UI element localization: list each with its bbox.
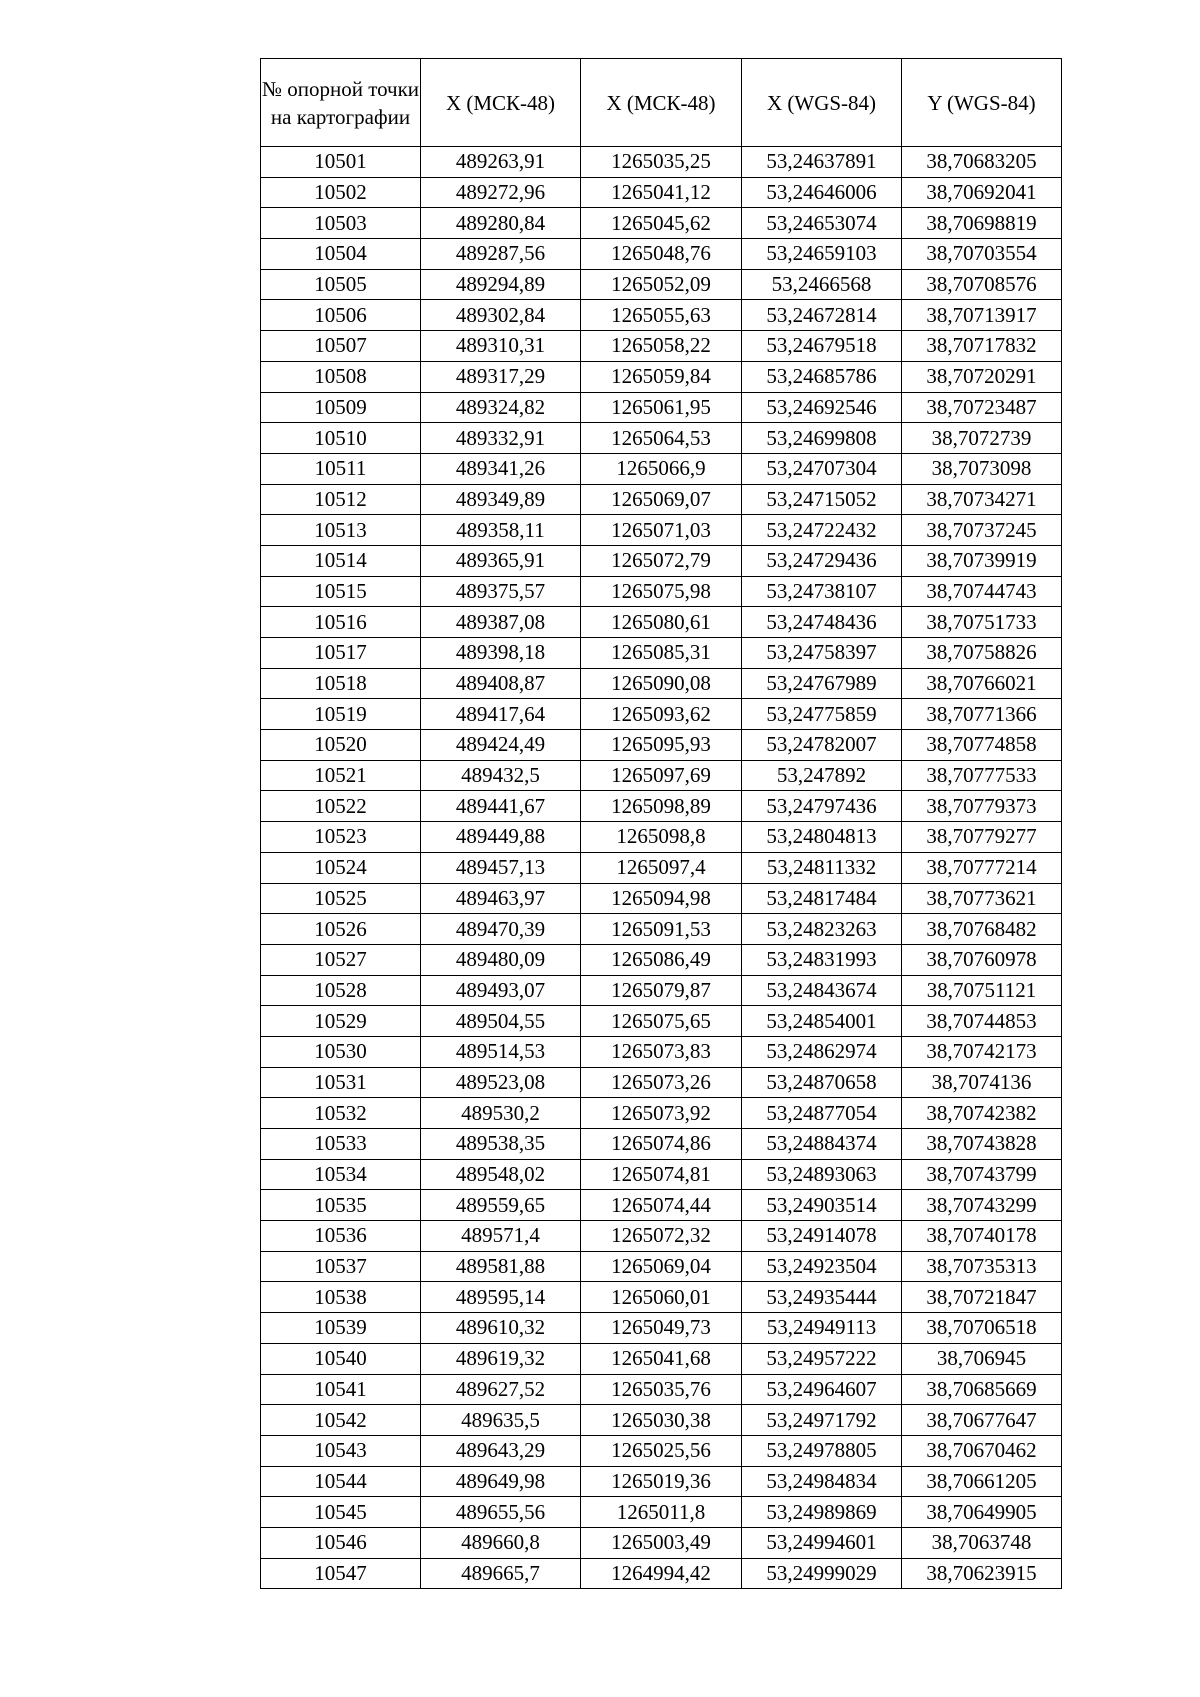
cell-x-wgs84: 53,24884374 [742, 1129, 902, 1160]
table-row [261, 975, 1062, 1006]
table-row [261, 1558, 1062, 1589]
cell-x-wgs84: 53,24782007 [742, 730, 902, 761]
cell-x-msk48-second: 1265091,53 [581, 914, 742, 945]
cell-x-wgs84: 53,24758397 [742, 638, 902, 669]
table-row [261, 177, 1062, 208]
table-body [261, 147, 1062, 1589]
cell-x-msk48-second: 1265066,9 [581, 453, 742, 484]
cell-point-number: 10546 [261, 1527, 421, 1558]
cell-x-wgs84: 53,24964607 [742, 1374, 902, 1405]
cell-point-number: 10505 [261, 269, 421, 300]
cell-x-wgs84: 53,24817484 [742, 883, 902, 914]
cell-x-msk48-second: 1265061,95 [581, 392, 742, 423]
cell-x-msk48: 489341,26 [421, 453, 581, 484]
table-row [261, 1190, 1062, 1221]
cell-x-msk48: 489317,29 [421, 361, 581, 392]
cell-point-number: 10537 [261, 1251, 421, 1282]
cell-x-msk48-second: 1265073,26 [581, 1067, 742, 1098]
table-row [261, 822, 1062, 853]
cell-x-msk48: 489332,91 [421, 423, 581, 454]
cell-y-wgs84: 38,70743828 [902, 1129, 1062, 1160]
cell-y-wgs84: 38,70743799 [902, 1159, 1062, 1190]
cell-x-msk48-second: 1265060,01 [581, 1282, 742, 1313]
cell-x-msk48: 489610,32 [421, 1313, 581, 1344]
cell-point-number: 10521 [261, 760, 421, 791]
cell-x-msk48: 489649,98 [421, 1466, 581, 1497]
cell-x-msk48: 489643,29 [421, 1435, 581, 1466]
cell-x-msk48: 489538,35 [421, 1129, 581, 1160]
table-row [261, 1527, 1062, 1558]
header-x-wgs84: X (WGS-84) [742, 59, 902, 147]
cell-x-wgs84: 53,24748436 [742, 607, 902, 638]
cell-x-msk48-second: 1265094,98 [581, 883, 742, 914]
cell-point-number: 10530 [261, 1036, 421, 1067]
table-row [261, 852, 1062, 883]
cell-y-wgs84: 38,70734271 [902, 484, 1062, 515]
cell-point-number: 10535 [261, 1190, 421, 1221]
cell-x-msk48-second: 1265098,89 [581, 791, 742, 822]
cell-x-msk48: 489514,53 [421, 1036, 581, 1067]
table-row [261, 944, 1062, 975]
table-header [261, 59, 1062, 147]
cell-point-number: 10525 [261, 883, 421, 914]
cell-x-msk48-second: 1265019,36 [581, 1466, 742, 1497]
cell-x-msk48: 489287,56 [421, 239, 581, 270]
cell-y-wgs84: 38,70698819 [902, 208, 1062, 239]
cell-x-wgs84: 53,24637891 [742, 147, 902, 178]
cell-y-wgs84: 38,70740178 [902, 1221, 1062, 1252]
cell-point-number: 10543 [261, 1435, 421, 1466]
table-row [261, 392, 1062, 423]
table-row [261, 1313, 1062, 1344]
cell-point-number: 10515 [261, 576, 421, 607]
cell-point-number: 10532 [261, 1098, 421, 1129]
cell-y-wgs84: 38,7073098 [902, 453, 1062, 484]
header-row [261, 59, 1062, 147]
cell-x-msk48: 489294,89 [421, 269, 581, 300]
cell-y-wgs84: 38,70744853 [902, 1006, 1062, 1037]
table-row [261, 1405, 1062, 1436]
cell-x-msk48: 489263,91 [421, 147, 581, 178]
cell-x-wgs84: 53,24646006 [742, 177, 902, 208]
cell-x-wgs84: 53,24989869 [742, 1497, 902, 1528]
cell-point-number: 10513 [261, 515, 421, 546]
cell-y-wgs84: 38,7072739 [902, 423, 1062, 454]
cell-x-msk48: 489504,55 [421, 1006, 581, 1037]
cell-x-msk48: 489480,09 [421, 944, 581, 975]
table-row [261, 668, 1062, 699]
cell-point-number: 10526 [261, 914, 421, 945]
cell-point-number: 10527 [261, 944, 421, 975]
cell-x-wgs84: 53,24823263 [742, 914, 902, 945]
cell-x-msk48-second: 1265093,62 [581, 699, 742, 730]
cell-y-wgs84: 38,7074136 [902, 1067, 1062, 1098]
header-point-number: № опорной точки на картографии [261, 59, 421, 147]
table-row [261, 760, 1062, 791]
cell-point-number: 10501 [261, 147, 421, 178]
cell-point-number: 10509 [261, 392, 421, 423]
cell-y-wgs84: 38,70774858 [902, 730, 1062, 761]
cell-point-number: 10539 [261, 1313, 421, 1344]
table-row [261, 883, 1062, 914]
cell-x-wgs84: 53,24775859 [742, 699, 902, 730]
table-row [261, 1067, 1062, 1098]
cell-x-wgs84: 53,24715052 [742, 484, 902, 515]
cell-x-msk48-second: 1265049,73 [581, 1313, 742, 1344]
cell-x-msk48-second: 1265025,56 [581, 1435, 742, 1466]
table-row [261, 300, 1062, 331]
cell-y-wgs84: 38,70717832 [902, 331, 1062, 362]
cell-point-number: 10545 [261, 1497, 421, 1528]
cell-y-wgs84: 38,70777214 [902, 852, 1062, 883]
table-row [261, 576, 1062, 607]
cell-y-wgs84: 38,7063748 [902, 1527, 1062, 1558]
cell-x-msk48-second: 1265041,12 [581, 177, 742, 208]
cell-point-number: 10536 [261, 1221, 421, 1252]
cell-x-wgs84: 53,24893063 [742, 1159, 902, 1190]
cell-x-wgs84: 53,24862974 [742, 1036, 902, 1067]
table-row [261, 914, 1062, 945]
cell-x-msk48-second: 1265045,62 [581, 208, 742, 239]
cell-y-wgs84: 38,70751733 [902, 607, 1062, 638]
cell-x-msk48-second: 1265011,8 [581, 1497, 742, 1528]
cell-x-msk48: 489530,2 [421, 1098, 581, 1129]
cell-x-wgs84: 53,24999029 [742, 1558, 902, 1589]
table-row [261, 484, 1062, 515]
cell-x-msk48-second: 1265035,25 [581, 147, 742, 178]
cell-x-msk48: 489375,57 [421, 576, 581, 607]
cell-x-msk48: 489655,56 [421, 1497, 581, 1528]
table-row [261, 1098, 1062, 1129]
cell-x-wgs84: 53,2466568 [742, 269, 902, 300]
cell-x-wgs84: 53,24923504 [742, 1251, 902, 1282]
cell-x-wgs84: 53,24971792 [742, 1405, 902, 1436]
cell-x-msk48: 489548,02 [421, 1159, 581, 1190]
header-y-wgs84: Y (WGS-84) [902, 59, 1062, 147]
cell-y-wgs84: 38,70723487 [902, 392, 1062, 423]
cell-y-wgs84: 38,70721847 [902, 1282, 1062, 1313]
table-row [261, 361, 1062, 392]
cell-point-number: 10510 [261, 423, 421, 454]
cell-x-msk48: 489387,08 [421, 607, 581, 638]
cell-x-msk48: 489493,07 [421, 975, 581, 1006]
table-row [261, 1497, 1062, 1528]
cell-x-msk48: 489432,5 [421, 760, 581, 791]
cell-y-wgs84: 38,70692041 [902, 177, 1062, 208]
cell-point-number: 10531 [261, 1067, 421, 1098]
cell-y-wgs84: 38,70751121 [902, 975, 1062, 1006]
cell-y-wgs84: 38,70683205 [902, 147, 1062, 178]
table-row [261, 1282, 1062, 1313]
cell-y-wgs84: 38,70720291 [902, 361, 1062, 392]
cell-x-msk48-second: 1265064,53 [581, 423, 742, 454]
cell-x-msk48-second: 1265074,81 [581, 1159, 742, 1190]
cell-x-wgs84: 53,24984834 [742, 1466, 902, 1497]
cell-y-wgs84: 38,70685669 [902, 1374, 1062, 1405]
cell-x-msk48-second: 1265073,92 [581, 1098, 742, 1129]
cell-x-wgs84: 53,24957222 [742, 1343, 902, 1374]
cell-x-wgs84: 53,24935444 [742, 1282, 902, 1313]
cell-x-msk48: 489470,39 [421, 914, 581, 945]
cell-point-number: 10538 [261, 1282, 421, 1313]
cell-x-msk48: 489619,32 [421, 1343, 581, 1374]
cell-x-wgs84: 53,24854001 [742, 1006, 902, 1037]
cell-x-msk48: 489408,87 [421, 668, 581, 699]
cell-x-msk48: 489457,13 [421, 852, 581, 883]
cell-point-number: 10508 [261, 361, 421, 392]
cell-point-number: 10528 [261, 975, 421, 1006]
table-row [261, 147, 1062, 178]
cell-y-wgs84: 38,70743299 [902, 1190, 1062, 1221]
cell-x-msk48: 489595,14 [421, 1282, 581, 1313]
cell-point-number: 10544 [261, 1466, 421, 1497]
table-row [261, 239, 1062, 270]
cell-x-wgs84: 53,24843674 [742, 975, 902, 1006]
cell-x-msk48: 489424,49 [421, 730, 581, 761]
cell-point-number: 10520 [261, 730, 421, 761]
cell-point-number: 10517 [261, 638, 421, 669]
cell-x-msk48: 489635,5 [421, 1405, 581, 1436]
cell-point-number: 10540 [261, 1343, 421, 1374]
cell-x-msk48-second: 1265071,03 [581, 515, 742, 546]
cell-y-wgs84: 38,706945 [902, 1343, 1062, 1374]
cell-x-wgs84: 53,24978805 [742, 1435, 902, 1466]
cell-y-wgs84: 38,70737245 [902, 515, 1062, 546]
cell-x-wgs84: 53,24994601 [742, 1527, 902, 1558]
cell-x-msk48-second: 1265048,76 [581, 239, 742, 270]
table-row [261, 607, 1062, 638]
cell-y-wgs84: 38,70677647 [902, 1405, 1062, 1436]
cell-x-wgs84: 53,24811332 [742, 852, 902, 883]
cell-point-number: 10541 [261, 1374, 421, 1405]
cell-point-number: 10506 [261, 300, 421, 331]
cell-x-msk48-second: 1265075,98 [581, 576, 742, 607]
cell-x-msk48: 489302,84 [421, 300, 581, 331]
cell-x-msk48-second: 1264994,42 [581, 1558, 742, 1589]
cell-point-number: 10503 [261, 208, 421, 239]
cell-x-msk48-second: 1265086,49 [581, 944, 742, 975]
table-row [261, 638, 1062, 669]
cell-x-msk48: 489581,88 [421, 1251, 581, 1282]
table-row [261, 331, 1062, 362]
table-row [261, 1343, 1062, 1374]
cell-y-wgs84: 38,70670462 [902, 1435, 1062, 1466]
cell-point-number: 10516 [261, 607, 421, 638]
cell-x-msk48-second: 1265072,79 [581, 545, 742, 576]
cell-y-wgs84: 38,70706518 [902, 1313, 1062, 1344]
cell-x-wgs84: 53,24672814 [742, 300, 902, 331]
cell-y-wgs84: 38,70735313 [902, 1251, 1062, 1282]
cell-point-number: 10514 [261, 545, 421, 576]
table-row [261, 545, 1062, 576]
cell-x-wgs84: 53,24659103 [742, 239, 902, 270]
cell-point-number: 10529 [261, 1006, 421, 1037]
cell-x-msk48: 489358,11 [421, 515, 581, 546]
cell-x-wgs84: 53,24797436 [742, 791, 902, 822]
cell-x-msk48-second: 1265079,87 [581, 975, 742, 1006]
cell-y-wgs84: 38,70779277 [902, 822, 1062, 853]
cell-x-wgs84: 53,24877054 [742, 1098, 902, 1129]
coordinates-table [260, 58, 1062, 1589]
cell-point-number: 10502 [261, 177, 421, 208]
cell-point-number: 10511 [261, 453, 421, 484]
table-row [261, 1006, 1062, 1037]
cell-y-wgs84: 38,70713917 [902, 300, 1062, 331]
cell-x-wgs84: 53,24729436 [742, 545, 902, 576]
cell-point-number: 10512 [261, 484, 421, 515]
cell-y-wgs84: 38,70758826 [902, 638, 1062, 669]
table-row [261, 699, 1062, 730]
cell-x-msk48: 489417,64 [421, 699, 581, 730]
cell-x-wgs84: 53,24692546 [742, 392, 902, 423]
cell-x-wgs84: 53,24685786 [742, 361, 902, 392]
cell-x-wgs84: 53,24722432 [742, 515, 902, 546]
cell-x-wgs84: 53,24831993 [742, 944, 902, 975]
cell-y-wgs84: 38,70760978 [902, 944, 1062, 975]
cell-x-msk48-second: 1265059,84 [581, 361, 742, 392]
cell-point-number: 10522 [261, 791, 421, 822]
cell-x-wgs84: 53,24679518 [742, 331, 902, 362]
table-row [261, 1221, 1062, 1252]
cell-y-wgs84: 38,70742173 [902, 1036, 1062, 1067]
table-row [261, 1374, 1062, 1405]
cell-x-msk48: 489463,97 [421, 883, 581, 914]
table-row [261, 1159, 1062, 1190]
cell-y-wgs84: 38,70766021 [902, 668, 1062, 699]
cell-x-wgs84: 53,24914078 [742, 1221, 902, 1252]
cell-x-msk48-second: 1265069,07 [581, 484, 742, 515]
table-row [261, 1435, 1062, 1466]
cell-x-msk48-second: 1265041,68 [581, 1343, 742, 1374]
cell-x-wgs84: 53,24903514 [742, 1190, 902, 1221]
cell-x-wgs84: 53,24653074 [742, 208, 902, 239]
cell-x-msk48: 489441,67 [421, 791, 581, 822]
cell-x-msk48-second: 1265030,38 [581, 1405, 742, 1436]
cell-x-msk48: 489627,52 [421, 1374, 581, 1405]
table-row [261, 208, 1062, 239]
table-row [261, 453, 1062, 484]
cell-y-wgs84: 38,70739919 [902, 545, 1062, 576]
cell-x-msk48-second: 1265080,61 [581, 607, 742, 638]
cell-x-msk48: 489365,91 [421, 545, 581, 576]
cell-x-msk48: 489523,08 [421, 1067, 581, 1098]
cell-x-wgs84: 53,247892 [742, 760, 902, 791]
cell-x-msk48: 489280,84 [421, 208, 581, 239]
cell-y-wgs84: 38,70649905 [902, 1497, 1062, 1528]
cell-x-wgs84: 53,24949113 [742, 1313, 902, 1344]
cell-x-msk48: 489398,18 [421, 638, 581, 669]
cell-x-msk48: 489310,31 [421, 331, 581, 362]
table-row [261, 269, 1062, 300]
table-row [261, 730, 1062, 761]
cell-x-wgs84: 53,24804813 [742, 822, 902, 853]
cell-point-number: 10534 [261, 1159, 421, 1190]
cell-x-msk48-second: 1265097,69 [581, 760, 742, 791]
cell-x-msk48-second: 1265069,04 [581, 1251, 742, 1282]
table-row [261, 423, 1062, 454]
cell-point-number: 10533 [261, 1129, 421, 1160]
cell-x-msk48: 489665,7 [421, 1558, 581, 1589]
cell-x-msk48-second: 1265075,65 [581, 1006, 742, 1037]
cell-y-wgs84: 38,70773621 [902, 883, 1062, 914]
cell-y-wgs84: 38,70744743 [902, 576, 1062, 607]
cell-x-msk48-second: 1265052,09 [581, 269, 742, 300]
cell-x-msk48: 489660,8 [421, 1527, 581, 1558]
cell-x-wgs84: 53,24767989 [742, 668, 902, 699]
cell-point-number: 10547 [261, 1558, 421, 1589]
cell-y-wgs84: 38,70703554 [902, 239, 1062, 270]
cell-x-wgs84: 53,24707304 [742, 453, 902, 484]
cell-y-wgs84: 38,70777533 [902, 760, 1062, 791]
cell-x-wgs84: 53,24870658 [742, 1067, 902, 1098]
cell-x-msk48-second: 1265073,83 [581, 1036, 742, 1067]
table-row [261, 1466, 1062, 1497]
header-x-msk48-second: X (МСК-48) [581, 59, 742, 147]
cell-x-msk48: 489272,96 [421, 177, 581, 208]
cell-x-msk48-second: 1265098,8 [581, 822, 742, 853]
cell-x-msk48-second: 1265074,44 [581, 1190, 742, 1221]
cell-x-msk48-second: 1265058,22 [581, 331, 742, 362]
cell-y-wgs84: 38,70768482 [902, 914, 1062, 945]
cell-x-msk48-second: 1265074,86 [581, 1129, 742, 1160]
table-row [261, 1251, 1062, 1282]
cell-y-wgs84: 38,70742382 [902, 1098, 1062, 1129]
cell-x-wgs84: 53,24699808 [742, 423, 902, 454]
cell-point-number: 10524 [261, 852, 421, 883]
table-row [261, 1036, 1062, 1067]
cell-x-msk48: 489559,65 [421, 1190, 581, 1221]
cell-point-number: 10542 [261, 1405, 421, 1436]
cell-point-number: 10504 [261, 239, 421, 270]
cell-x-msk48-second: 1265055,63 [581, 300, 742, 331]
cell-x-wgs84: 53,24738107 [742, 576, 902, 607]
cell-x-msk48-second: 1265095,93 [581, 730, 742, 761]
cell-x-msk48-second: 1265072,32 [581, 1221, 742, 1252]
table-row [261, 791, 1062, 822]
cell-y-wgs84: 38,70708576 [902, 269, 1062, 300]
cell-x-msk48-second: 1265090,08 [581, 668, 742, 699]
cell-x-msk48: 489324,82 [421, 392, 581, 423]
cell-point-number: 10507 [261, 331, 421, 362]
cell-x-msk48-second: 1265085,31 [581, 638, 742, 669]
table-row [261, 1129, 1062, 1160]
cell-x-msk48: 489449,88 [421, 822, 581, 853]
cell-y-wgs84: 38,70771366 [902, 699, 1062, 730]
header-x-msk48: X (МСК-48) [421, 59, 581, 147]
cell-y-wgs84: 38,70661205 [902, 1466, 1062, 1497]
cell-x-msk48-second: 1265097,4 [581, 852, 742, 883]
cell-point-number: 10519 [261, 699, 421, 730]
cell-x-msk48: 489571,4 [421, 1221, 581, 1252]
cell-x-msk48-second: 1265003,49 [581, 1527, 742, 1558]
cell-x-msk48: 489349,89 [421, 484, 581, 515]
cell-point-number: 10518 [261, 668, 421, 699]
cell-x-msk48-second: 1265035,76 [581, 1374, 742, 1405]
cell-y-wgs84: 38,70623915 [902, 1558, 1062, 1589]
cell-y-wgs84: 38,70779373 [902, 791, 1062, 822]
cell-point-number: 10523 [261, 822, 421, 853]
table-row [261, 515, 1062, 546]
